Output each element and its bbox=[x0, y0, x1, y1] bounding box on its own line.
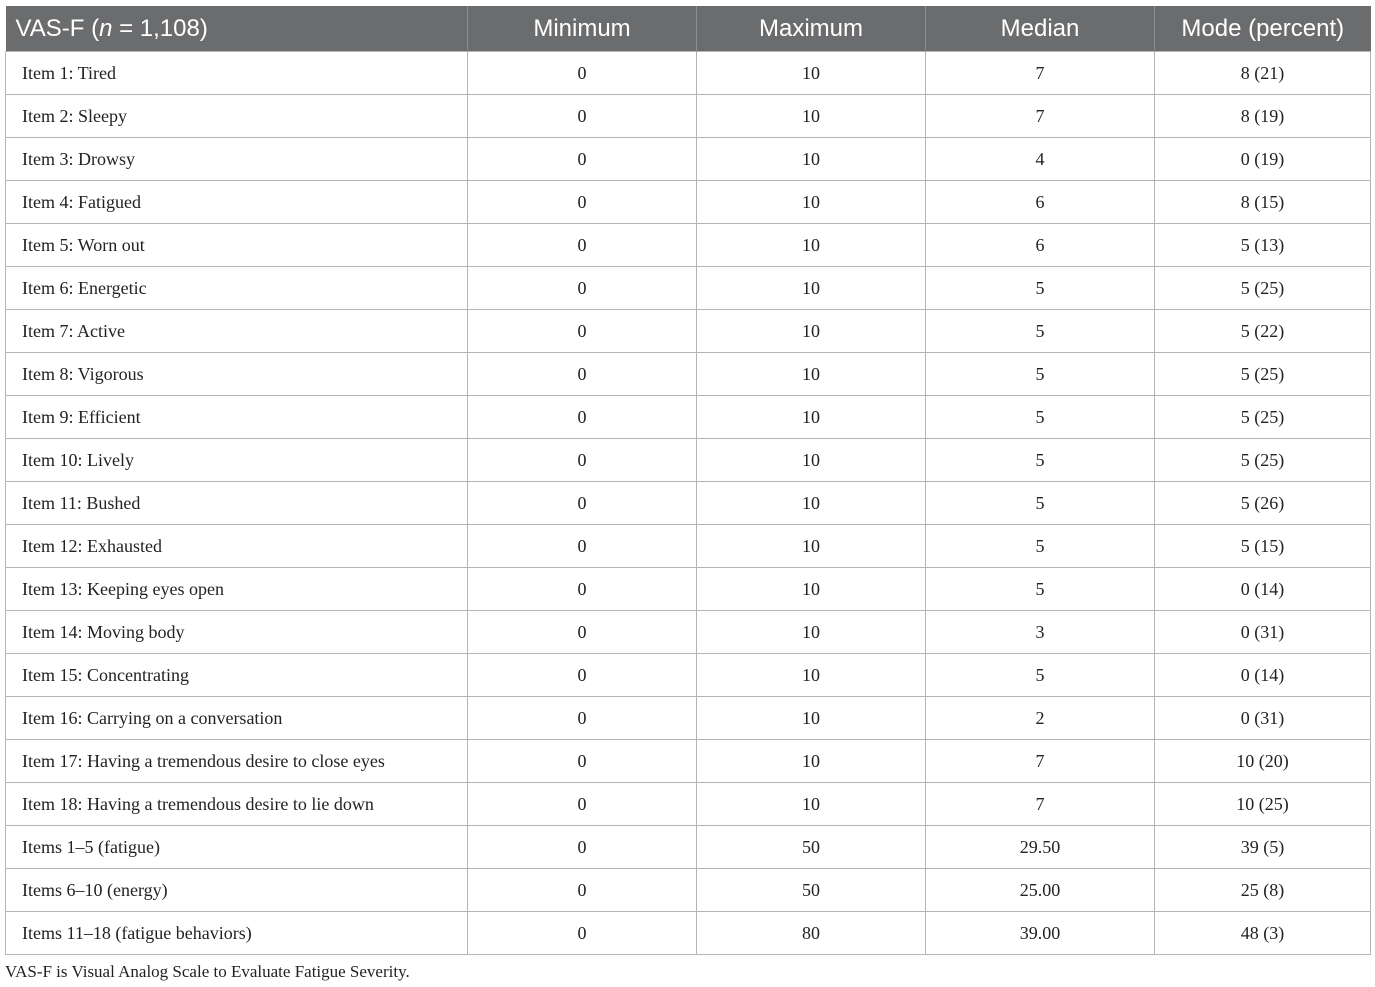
header-row bbox=[6, 6, 1371, 52]
row-mode: 0 (14) bbox=[1155, 568, 1371, 611]
row-label: Item 7: Active bbox=[6, 310, 468, 353]
row-label: Item 17: Having a tremendous desire to close eyes bbox=[6, 740, 468, 783]
row-minimum: 0 bbox=[468, 912, 697, 955]
row-label: Item 16: Carrying on a conversation bbox=[6, 697, 468, 740]
row-mode: 5 (25) bbox=[1155, 396, 1371, 439]
row-maximum: 80 bbox=[697, 912, 926, 955]
table-row bbox=[6, 52, 1371, 95]
row-median: 39.00 bbox=[926, 912, 1155, 955]
row-median: 4 bbox=[926, 138, 1155, 181]
row-maximum: 10 bbox=[697, 697, 926, 740]
row-mode: 5 (15) bbox=[1155, 525, 1371, 568]
row-maximum: 10 bbox=[697, 95, 926, 138]
row-maximum: 50 bbox=[697, 869, 926, 912]
row-label: Item 2: Sleepy bbox=[6, 95, 468, 138]
row-maximum: 10 bbox=[697, 396, 926, 439]
table-row bbox=[6, 267, 1371, 310]
row-mode: 5 (25) bbox=[1155, 267, 1371, 310]
row-maximum: 10 bbox=[697, 267, 926, 310]
row-label: Item 1: Tired bbox=[6, 52, 468, 95]
row-label: Item 12: Exhausted bbox=[6, 525, 468, 568]
row-median: 5 bbox=[926, 654, 1155, 697]
row-maximum: 10 bbox=[697, 181, 926, 224]
table-row bbox=[6, 95, 1371, 138]
row-mode: 0 (19) bbox=[1155, 138, 1371, 181]
row-median: 7 bbox=[926, 783, 1155, 826]
row-maximum: 10 bbox=[697, 611, 926, 654]
row-minimum: 0 bbox=[468, 52, 697, 95]
row-label: Item 15: Concentrating bbox=[6, 654, 468, 697]
row-mode: 0 (31) bbox=[1155, 697, 1371, 740]
vas-f-table bbox=[5, 6, 1371, 955]
table-row bbox=[6, 525, 1371, 568]
row-label: Item 11: Bushed bbox=[6, 482, 468, 525]
table-row bbox=[6, 697, 1371, 740]
header-scale-prefix: VAS-F ( bbox=[15, 14, 100, 42]
row-median: 5 bbox=[926, 525, 1155, 568]
row-minimum: 0 bbox=[468, 525, 697, 568]
row-minimum: 0 bbox=[468, 482, 697, 525]
row-minimum: 0 bbox=[468, 439, 697, 482]
row-mode: 5 (25) bbox=[1155, 353, 1371, 396]
table-row bbox=[6, 396, 1371, 439]
table-row bbox=[6, 439, 1371, 482]
table-row bbox=[6, 482, 1371, 525]
row-mode: 0 (14) bbox=[1155, 654, 1371, 697]
row-label: Item 18: Having a tremendous desire to lie down bbox=[6, 783, 468, 826]
header-minimum: Minimum bbox=[468, 6, 697, 52]
row-median: 25.00 bbox=[926, 869, 1155, 912]
row-label: Item 9: Efficient bbox=[6, 396, 468, 439]
table-row bbox=[6, 568, 1371, 611]
row-median: 5 bbox=[926, 267, 1155, 310]
table-row bbox=[6, 912, 1371, 955]
table-row bbox=[6, 224, 1371, 267]
table-footnote: VAS-F is Visual Analog Scale to Evaluate Fatigue Severity. bbox=[5, 962, 410, 981]
row-minimum: 0 bbox=[468, 783, 697, 826]
row-mode: 5 (25) bbox=[1155, 439, 1371, 482]
row-mode: 48 (3) bbox=[1155, 912, 1371, 955]
header-scale-suffix: = 1,108) bbox=[112, 14, 208, 42]
row-mode: 5 (22) bbox=[1155, 310, 1371, 353]
row-minimum: 0 bbox=[468, 611, 697, 654]
row-maximum: 10 bbox=[697, 740, 926, 783]
row-maximum: 10 bbox=[697, 224, 926, 267]
row-mode: 5 (13) bbox=[1155, 224, 1371, 267]
row-median: 5 bbox=[926, 396, 1155, 439]
row-maximum: 10 bbox=[697, 138, 926, 181]
header-scale-n: n bbox=[99, 14, 113, 42]
row-label: Item 6: Energetic bbox=[6, 267, 468, 310]
row-median: 2 bbox=[926, 697, 1155, 740]
row-mode: 10 (20) bbox=[1155, 740, 1371, 783]
row-minimum: 0 bbox=[468, 224, 697, 267]
row-maximum: 10 bbox=[697, 310, 926, 353]
row-maximum: 10 bbox=[697, 439, 926, 482]
row-median: 5 bbox=[926, 439, 1155, 482]
row-median: 3 bbox=[926, 611, 1155, 654]
table-row bbox=[6, 783, 1371, 826]
row-median: 6 bbox=[926, 224, 1155, 267]
row-maximum: 10 bbox=[697, 482, 926, 525]
row-mode: 5 (26) bbox=[1155, 482, 1371, 525]
row-label: Item 13: Keeping eyes open bbox=[6, 568, 468, 611]
row-label: Item 8: Vigorous bbox=[6, 353, 468, 396]
row-maximum: 10 bbox=[697, 353, 926, 396]
table-row bbox=[6, 654, 1371, 697]
row-median: 7 bbox=[926, 95, 1155, 138]
row-median: 5 bbox=[926, 568, 1155, 611]
row-minimum: 0 bbox=[468, 138, 697, 181]
row-mode: 8 (15) bbox=[1155, 181, 1371, 224]
table-row bbox=[6, 310, 1371, 353]
row-minimum: 0 bbox=[468, 95, 697, 138]
row-mode: 25 (8) bbox=[1155, 869, 1371, 912]
table-row bbox=[6, 611, 1371, 654]
row-maximum: 10 bbox=[697, 525, 926, 568]
row-minimum: 0 bbox=[468, 353, 697, 396]
row-mode: 0 (31) bbox=[1155, 611, 1371, 654]
row-minimum: 0 bbox=[468, 568, 697, 611]
row-minimum: 0 bbox=[468, 267, 697, 310]
vas-f-table-container bbox=[5, 6, 1370, 955]
table-body bbox=[6, 52, 1371, 955]
row-median: 5 bbox=[926, 482, 1155, 525]
row-label: Item 14: Moving body bbox=[6, 611, 468, 654]
row-median: 6 bbox=[926, 181, 1155, 224]
row-median: 5 bbox=[926, 310, 1155, 353]
table-row bbox=[6, 181, 1371, 224]
table-row bbox=[6, 353, 1371, 396]
row-mode: 8 (21) bbox=[1155, 52, 1371, 95]
table-row bbox=[6, 138, 1371, 181]
row-label: Items 6–10 (energy) bbox=[6, 869, 468, 912]
row-maximum: 10 bbox=[697, 568, 926, 611]
row-maximum: 10 bbox=[697, 52, 926, 95]
row-label: Item 5: Worn out bbox=[6, 224, 468, 267]
row-median: 7 bbox=[926, 740, 1155, 783]
row-maximum: 50 bbox=[697, 826, 926, 869]
row-minimum: 0 bbox=[468, 181, 697, 224]
row-minimum: 0 bbox=[468, 697, 697, 740]
header-mode: Mode (percent) bbox=[1155, 6, 1371, 52]
header-median: Median bbox=[926, 6, 1155, 52]
row-mode: 8 (19) bbox=[1155, 95, 1371, 138]
row-median: 29.50 bbox=[926, 826, 1155, 869]
row-minimum: 0 bbox=[468, 396, 697, 439]
header-maximum: Maximum bbox=[697, 6, 926, 52]
row-minimum: 0 bbox=[468, 826, 697, 869]
row-label: Items 1–5 (fatigue) bbox=[6, 826, 468, 869]
table-row bbox=[6, 869, 1371, 912]
row-median: 7 bbox=[926, 52, 1155, 95]
row-minimum: 0 bbox=[468, 654, 697, 697]
row-minimum: 0 bbox=[468, 869, 697, 912]
row-label: Items 11–18 (fatigue behaviors) bbox=[6, 912, 468, 955]
table-row bbox=[6, 740, 1371, 783]
header-scale bbox=[6, 6, 468, 52]
row-mode: 10 (25) bbox=[1155, 783, 1371, 826]
row-maximum: 10 bbox=[697, 783, 926, 826]
row-maximum: 10 bbox=[697, 654, 926, 697]
row-label: Item 4: Fatigued bbox=[6, 181, 468, 224]
table-row bbox=[6, 826, 1371, 869]
row-label: Item 3: Drowsy bbox=[6, 138, 468, 181]
row-minimum: 0 bbox=[468, 310, 697, 353]
row-median: 5 bbox=[926, 353, 1155, 396]
row-label: Item 10: Lively bbox=[6, 439, 468, 482]
row-minimum: 0 bbox=[468, 740, 697, 783]
row-mode: 39 (5) bbox=[1155, 826, 1371, 869]
table-header bbox=[6, 6, 1371, 52]
